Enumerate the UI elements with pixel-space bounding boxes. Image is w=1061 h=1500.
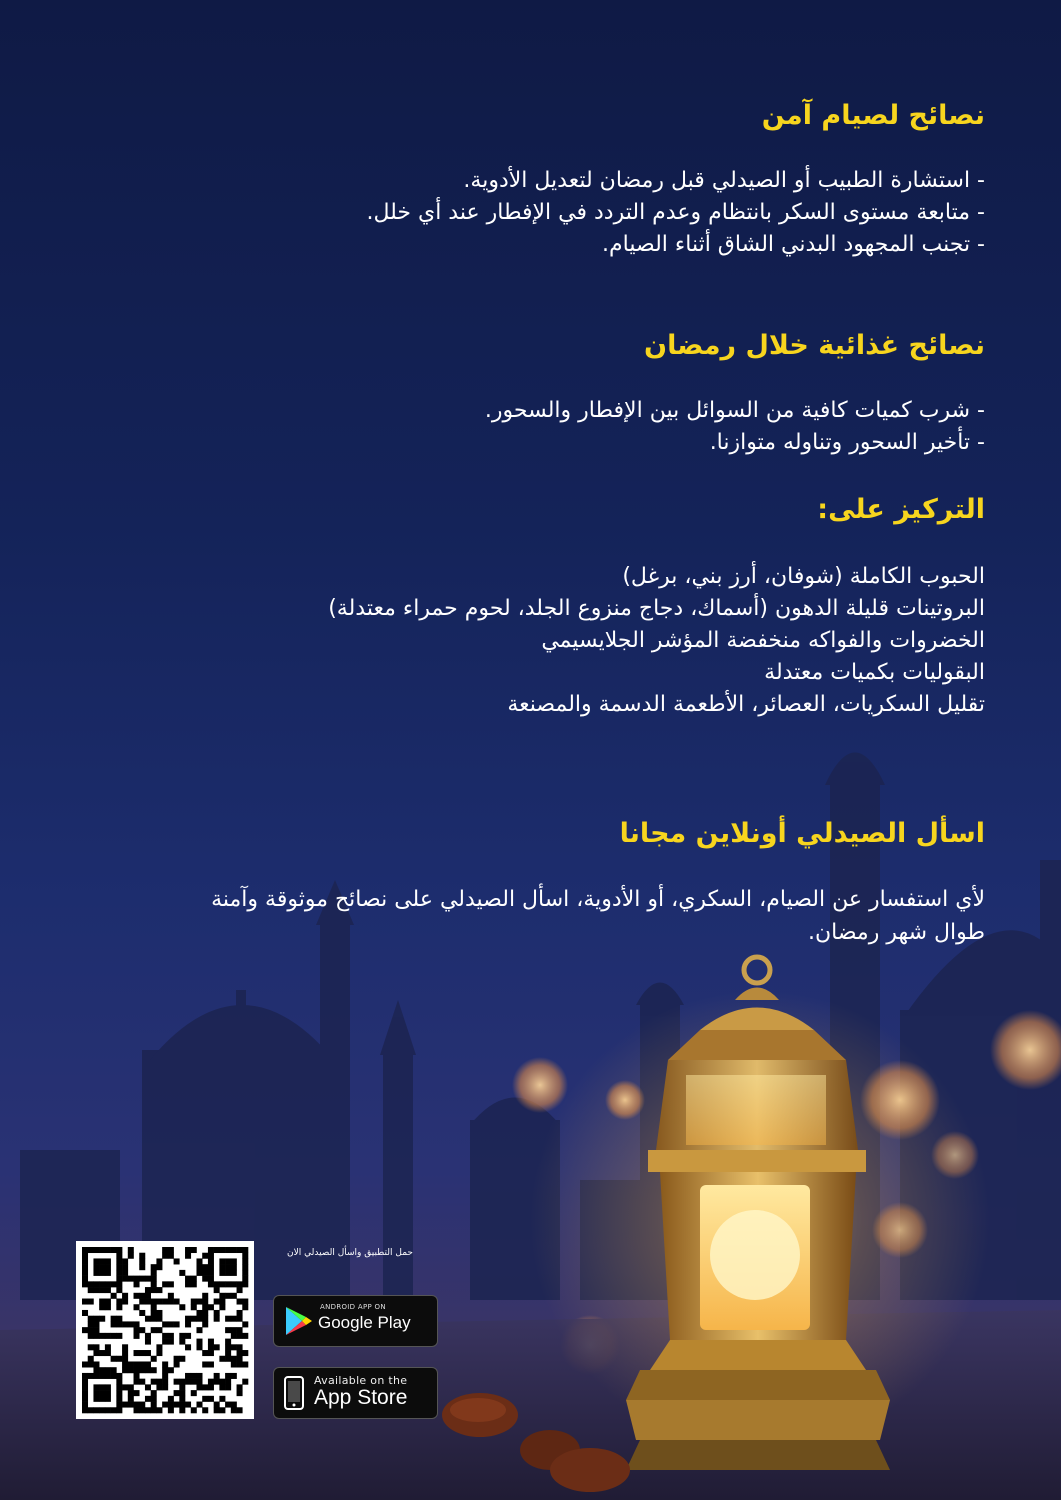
tip-item: - شرب كميات كافية من السوائل بين الإفطار والسحور.: [484, 398, 985, 423]
phone-icon: [283, 1376, 305, 1410]
focus-item: البروتينات قليلة الدهون (أسماك، دجاج منزوع الجلد، لحوم حمراء معتدلة): [328, 596, 985, 621]
nutrition-section: [60, 330, 985, 459]
body-text: طوال شهر رمضان.: [807, 920, 985, 945]
section-title: اسأل الصيدلي أونلاين مجانا: [619, 818, 985, 849]
focus-section: [60, 494, 985, 721]
tip-item: - تجنب المجهود البدني الشاق أثناء الصيام.: [602, 232, 985, 257]
body-text: لأي استفسار عن الصيام، السكري، أو الأدوية، اسأل الصيدلي على نصائح موثوقة وآمنة: [211, 887, 985, 912]
qr-code-icon[interactable]: [76, 1241, 254, 1419]
section-title: نصائح لصيام آمن: [761, 100, 985, 131]
ask-pharmacist-section: [60, 818, 985, 949]
app-store-small-label: Available on the: [314, 1374, 408, 1387]
app-store-label: App Store: [314, 1386, 408, 1409]
google-play-label: Google Play: [318, 1313, 411, 1332]
tip-item: - استشارة الطبيب أو الصيدلي قبل رمضان لتعديل الأدوية.: [463, 168, 985, 193]
google-play-small-label: ANDROID APP ON: [320, 1303, 386, 1311]
focus-item: البقوليات بكميات معتدلة: [764, 660, 985, 685]
qr-code-pattern: [76, 1241, 254, 1419]
download-caption: حمل التطبيق واسأل الصيدلي الان: [287, 1248, 413, 1258]
focus-item: الخضروات والفواكه منخفضة المؤشر الجلايسيمي: [541, 628, 985, 653]
app-store-button[interactable]: [273, 1367, 438, 1419]
google-play-icon: [282, 1305, 314, 1337]
bokeh-light: [512, 1057, 568, 1113]
google-play-button[interactable]: [273, 1295, 438, 1347]
focus-item: تقليل السكريات، العصائر، الأطعمة الدسمة والمصنعة: [507, 692, 985, 717]
tip-item: - متابعة مستوى السكر بانتظام وعدم التردد في الإفطار عند أي خلل.: [366, 200, 985, 225]
section-title: نصائح غذائية خلال رمضان: [644, 330, 985, 361]
safe-fasting-section: [60, 100, 985, 261]
section-title: التركيز على:: [817, 494, 985, 525]
focus-item: الحبوب الكاملة (شوفان، أرز بني، برغل): [622, 564, 985, 589]
tip-item: - تأخير السحور وتناوله متوازنا.: [709, 430, 985, 455]
